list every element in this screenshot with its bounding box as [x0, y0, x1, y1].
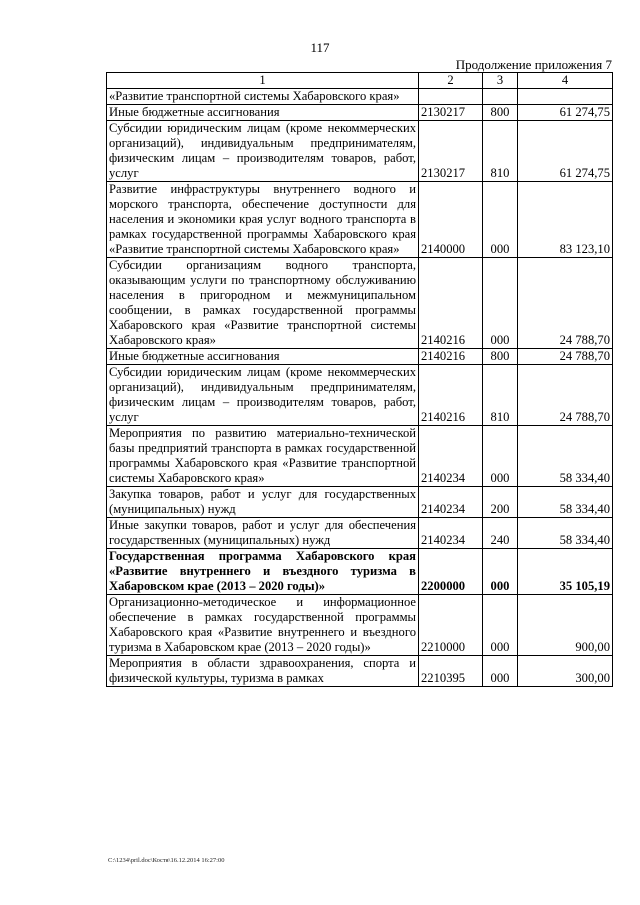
- row-amount-cell: 24 788,70: [518, 349, 613, 365]
- column-header: 3: [483, 73, 518, 89]
- row-amount-cell: 61 274,75: [518, 121, 613, 182]
- row-code-cell: [419, 89, 483, 105]
- row-amount-cell: [518, 89, 613, 105]
- row-code-cell: 2140216: [419, 365, 483, 426]
- row-code-cell: 2140234: [419, 487, 483, 518]
- column-header: 1: [107, 73, 419, 89]
- table-row: [107, 258, 613, 349]
- row-vr-cell: [483, 89, 518, 105]
- footer-file-path: C:\1234\pril.doc\Костя\16.12.2014 16:27:00: [108, 857, 225, 864]
- row-amount-cell: 58 334,40: [518, 518, 613, 549]
- row-vr-cell: 800: [483, 349, 518, 365]
- row-vr-cell: 810: [483, 121, 518, 182]
- row-name-cell: Иные бюджетные ассигнования: [107, 349, 419, 365]
- row-code-cell: 2210000: [419, 595, 483, 656]
- row-name-cell: Иные закупки товаров, работ и услуг для обеспечения государственных (муниципальных) нужд: [107, 518, 419, 549]
- row-name-cell: Субсидии организациям водного транспорта, оказывающим услуги по транспортному обслуживанию населения в пригородном и межмуниципальном сообщении, в рамках государственной программы Хабаровского края «Развитие транспортной системы Хабаровского края»: [107, 258, 419, 349]
- page-number: 117: [310, 40, 330, 55]
- row-name-cell: Субсидии юридическим лицам (кроме некоммерческих организаций), индивидуальным предпринимателям, физическим лицам – производителям товаров, работ, услуг: [107, 365, 419, 426]
- row-code-cell: 2200000: [419, 549, 483, 595]
- table-row: [107, 365, 613, 426]
- row-amount-cell: 35 105,19: [518, 549, 613, 595]
- row-vr-cell: 000: [483, 426, 518, 487]
- table-row: [107, 182, 613, 258]
- table-row: [107, 518, 613, 549]
- row-code-cell: 2210395: [419, 656, 483, 687]
- row-vr-cell: 000: [483, 656, 518, 687]
- column-header: 2: [419, 73, 483, 89]
- continuation-label: Продолжение приложения 7: [455, 57, 612, 72]
- row-vr-cell: 800: [483, 105, 518, 121]
- row-code-cell: 2130217: [419, 121, 483, 182]
- row-amount-cell: 900,00: [518, 595, 613, 656]
- table-row: [107, 549, 613, 595]
- row-amount-cell: 61 274,75: [518, 105, 613, 121]
- row-amount-cell: 58 334,40: [518, 426, 613, 487]
- row-vr-cell: 000: [483, 549, 518, 595]
- row-vr-cell: 000: [483, 182, 518, 258]
- row-amount-cell: 83 123,10: [518, 182, 613, 258]
- row-name-cell: Мероприятия в области здравоохранения, спорта и физической культуры, туризма в рамках: [107, 656, 419, 687]
- row-name-cell: Закупка товаров, работ и услуг для государственных (муниципальных) нужд: [107, 487, 419, 518]
- column-header: 4: [518, 73, 613, 89]
- table-row: [107, 656, 613, 687]
- row-vr-cell: 810: [483, 365, 518, 426]
- row-vr-cell: 000: [483, 258, 518, 349]
- row-name-cell: «Развитие транспортной системы Хабаровского края»: [107, 89, 419, 105]
- row-name-cell: Развитие инфраструктуры внутреннего водного и морского транспорта, обеспечение доступности для населения и экономики края услуг водного транспорта в рамках государственной программы Хабаровского края «Развитие транспортной системы Хабаровского края»: [107, 182, 419, 258]
- row-vr-cell: 000: [483, 595, 518, 656]
- table-row: [107, 89, 613, 105]
- row-vr-cell: 240: [483, 518, 518, 549]
- table-row: [107, 487, 613, 518]
- row-code-cell: 2140234: [419, 426, 483, 487]
- row-amount-cell: 300,00: [518, 656, 613, 687]
- row-code-cell: 2140234: [419, 518, 483, 549]
- row-name-cell: Организационно-методическое и информационное обеспечение в рамках государственной программы Хабаровского края «Развитие внутреннего и въездного туризма в Хабаровском крае (2013 – 2020 годы)»: [107, 595, 419, 656]
- row-code-cell: 2140000: [419, 182, 483, 258]
- table-row: [107, 595, 613, 656]
- row-code-cell: 2130217: [419, 105, 483, 121]
- row-name-cell: Иные бюджетные ассигнования: [107, 105, 419, 121]
- budget-table: [106, 72, 613, 687]
- table-header-row: [107, 73, 613, 89]
- table-row: [107, 121, 613, 182]
- row-name-cell: Мероприятия по развитию материально-технической базы предприятий транспорта в рамках государственной программы Хабаровского края «Развитие транспортной системы Хабаровского края»: [107, 426, 419, 487]
- row-amount-cell: 24 788,70: [518, 365, 613, 426]
- row-code-cell: 2140216: [419, 258, 483, 349]
- table-row: [107, 426, 613, 487]
- row-amount-cell: 24 788,70: [518, 258, 613, 349]
- row-name-cell: Государственная программа Хабаровского края «Развитие внутреннего и въездного туризма в Хабаровском крае (2013 – 2020 годы)»: [107, 549, 419, 595]
- row-name-cell: Субсидии юридическим лицам (кроме некоммерческих организаций), индивидуальным предпринимателям, физическим лицам – производителям товаров, работ, услуг: [107, 121, 419, 182]
- row-vr-cell: 200: [483, 487, 518, 518]
- row-code-cell: 2140216: [419, 349, 483, 365]
- row-amount-cell: 58 334,40: [518, 487, 613, 518]
- table-row: [107, 349, 613, 365]
- table-row: [107, 105, 613, 121]
